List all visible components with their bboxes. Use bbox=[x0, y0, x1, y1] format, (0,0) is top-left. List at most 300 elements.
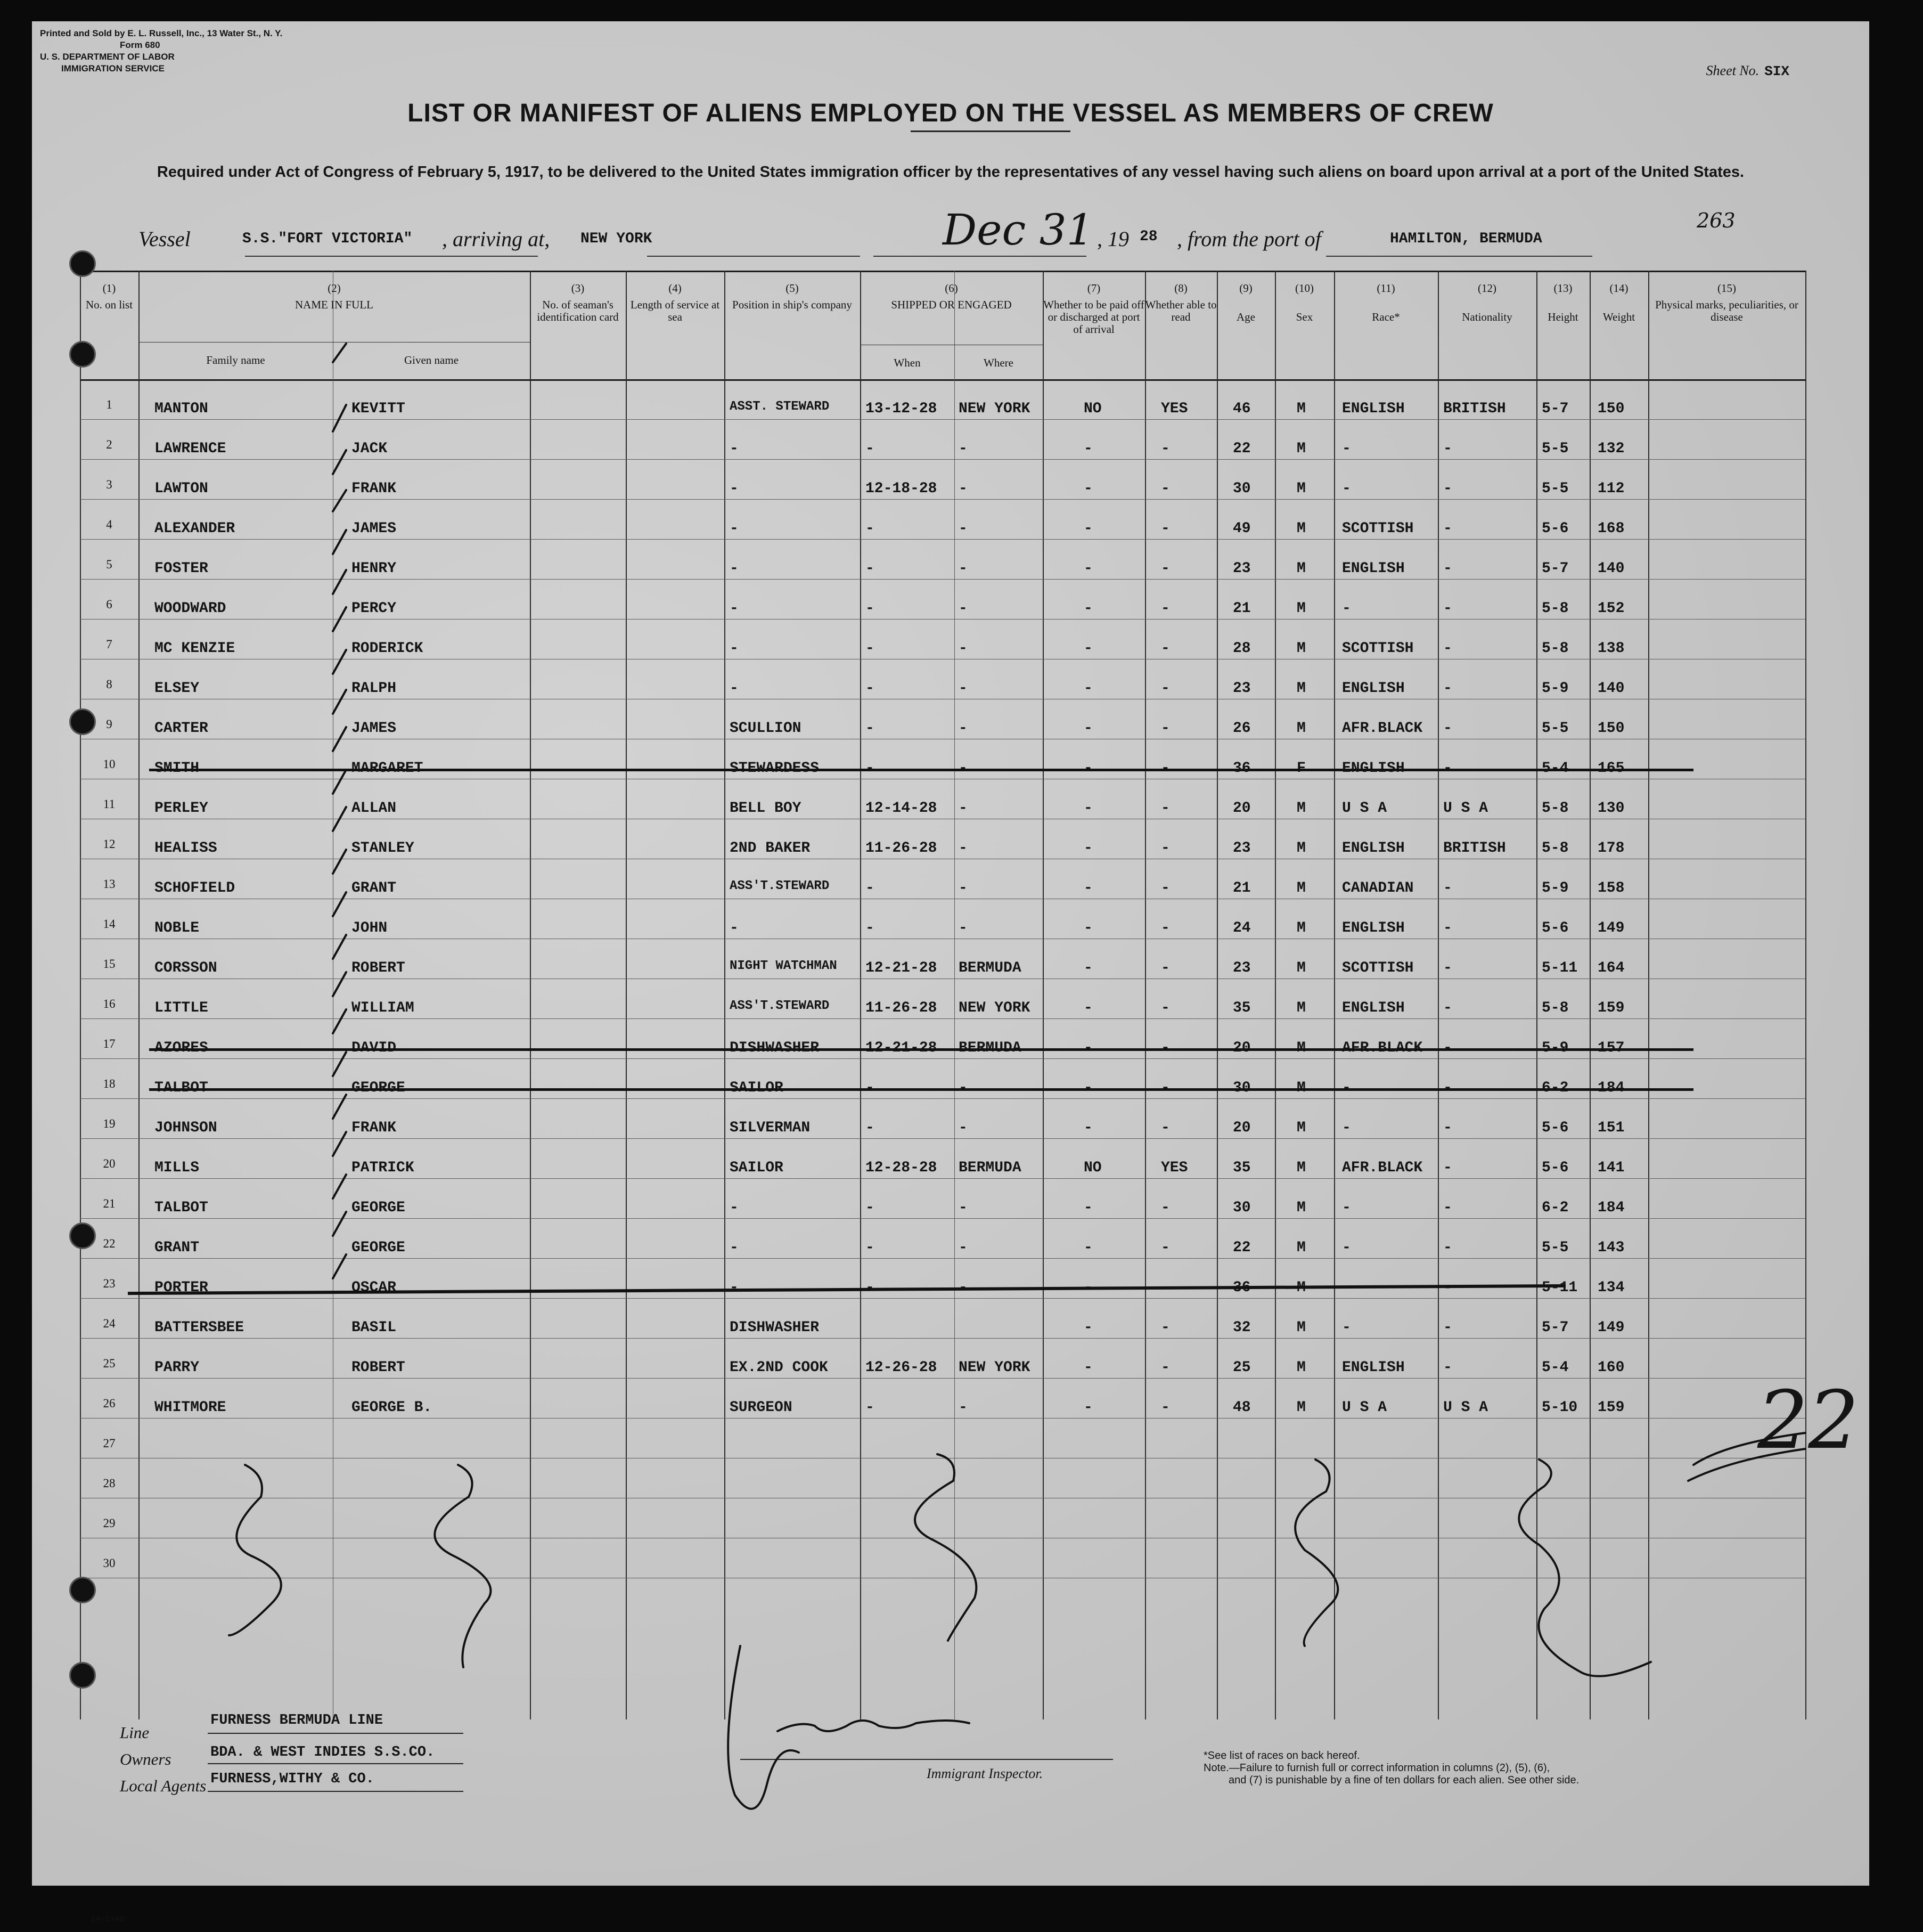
cell-family-name: AZORES bbox=[154, 1040, 208, 1056]
cell-nationality: U S A bbox=[1443, 800, 1488, 817]
cell-position: SILVERMAN bbox=[730, 1120, 811, 1136]
cell-given-name: FRANK bbox=[351, 480, 397, 497]
row-number: 27 bbox=[103, 1437, 116, 1450]
cell-age: 20 bbox=[1233, 800, 1251, 817]
cell-weight: 138 bbox=[1598, 640, 1625, 657]
cell-sex: M bbox=[1297, 1200, 1306, 1216]
cell-paid-off: - bbox=[1084, 1040, 1093, 1056]
header-given-name: Given name bbox=[404, 354, 459, 366]
cell-sex: M bbox=[1297, 680, 1306, 697]
row-number: 6 bbox=[106, 598, 112, 611]
cell-engaged-where: - bbox=[959, 520, 968, 537]
cancel-squiggle bbox=[1519, 1460, 1651, 1676]
arrival-date: Dec 31 bbox=[943, 205, 1094, 255]
cell-paid-off: - bbox=[1084, 1279, 1093, 1296]
cell-engaged-where: - bbox=[959, 600, 968, 617]
cell-engaged-where: - bbox=[959, 1200, 968, 1216]
cell-able-to-read: - bbox=[1161, 1279, 1170, 1296]
cell-sex: M bbox=[1297, 1399, 1306, 1416]
cell-race: U S A bbox=[1342, 800, 1387, 817]
cell-able-to-read: - bbox=[1161, 680, 1170, 697]
cell-race: - bbox=[1342, 441, 1351, 457]
cell-paid-off: - bbox=[1084, 480, 1093, 497]
cell-weight: 141 bbox=[1598, 1160, 1625, 1176]
cell-height: 5-7 bbox=[1542, 1319, 1569, 1336]
header-id-card: (3) No. of seaman's identification card bbox=[537, 282, 619, 323]
row-number: 29 bbox=[103, 1517, 116, 1530]
cell-family-name: WOODWARD bbox=[154, 600, 226, 617]
cell-able-to-read: - bbox=[1161, 520, 1170, 537]
page-number: 263 bbox=[1697, 209, 1736, 232]
cell-weight: 184 bbox=[1598, 1080, 1625, 1096]
cell-height: 5-4 bbox=[1542, 1359, 1569, 1376]
cell-age: 22 bbox=[1233, 1240, 1251, 1256]
row-number: 10 bbox=[103, 757, 116, 771]
cell-paid-off: - bbox=[1084, 560, 1093, 577]
row-number: 24 bbox=[103, 1317, 116, 1330]
cell-position: - bbox=[730, 1240, 739, 1256]
cell-race: AFR.BLACK bbox=[1342, 720, 1423, 737]
cell-engaged-where: - bbox=[959, 640, 968, 657]
row-number: 23 bbox=[103, 1277, 116, 1290]
cell-given-name: JAMES bbox=[351, 720, 397, 737]
cell-height: 5-8 bbox=[1542, 600, 1569, 617]
cell-weight: 150 bbox=[1598, 401, 1625, 417]
cell-position: - bbox=[730, 680, 739, 697]
cell-weight: 159 bbox=[1598, 1000, 1625, 1016]
cell-height: 5-7 bbox=[1542, 560, 1569, 577]
header-height: (13) Height bbox=[1548, 282, 1578, 323]
row-number: 20 bbox=[103, 1157, 116, 1170]
cell-engaged-when: - bbox=[865, 1080, 874, 1096]
cell-position: - bbox=[730, 1200, 739, 1216]
cell-engaged-when: - bbox=[865, 1240, 874, 1256]
cell-engaged-when: - bbox=[865, 1399, 874, 1416]
cancel-squiggle bbox=[915, 1454, 976, 1641]
cell-able-to-read: - bbox=[1161, 640, 1170, 657]
cell-race: ENGLISH bbox=[1342, 840, 1405, 857]
cell-height: 5-10 bbox=[1542, 1399, 1578, 1416]
cell-position: - bbox=[730, 520, 739, 537]
cell-able-to-read: - bbox=[1161, 840, 1170, 857]
row-number: 1 bbox=[106, 398, 112, 411]
cell-able-to-read: - bbox=[1161, 1080, 1170, 1096]
row-number: 22 bbox=[103, 1237, 116, 1250]
row-number: 28 bbox=[103, 1477, 116, 1490]
cell-engaged-where: - bbox=[959, 800, 968, 817]
cell-weight: 152 bbox=[1598, 600, 1625, 617]
cell-paid-off: - bbox=[1084, 800, 1093, 817]
cell-engaged-when: 11-26-28 bbox=[865, 1000, 937, 1016]
cell-engaged-where: - bbox=[959, 840, 968, 857]
cell-able-to-read: - bbox=[1161, 441, 1170, 457]
cell-given-name: FRANK bbox=[351, 1120, 397, 1136]
row-number: 15 bbox=[103, 957, 116, 971]
cell-nationality: - bbox=[1443, 640, 1452, 657]
cell-position: DISHWASHER bbox=[730, 1319, 820, 1336]
cell-position: BELL BOY bbox=[730, 800, 801, 817]
cell-paid-off: - bbox=[1084, 1319, 1093, 1336]
cell-able-to-read: - bbox=[1161, 800, 1170, 817]
cell-paid-off: - bbox=[1084, 600, 1093, 617]
cell-paid-off: - bbox=[1084, 920, 1093, 936]
cell-engaged-where: NEW YORK bbox=[959, 1000, 1030, 1016]
cell-nationality: BRITISH bbox=[1443, 840, 1506, 857]
cell-given-name: JAMES bbox=[351, 520, 397, 537]
cell-sex: M bbox=[1297, 1040, 1306, 1056]
cell-height: 5-5 bbox=[1542, 480, 1569, 497]
header-weight: (14) Weight bbox=[1602, 282, 1635, 323]
cell-engaged-where: NEW YORK bbox=[959, 401, 1030, 417]
cell-engaged-where: - bbox=[959, 1120, 968, 1136]
cell-height: 5-11 bbox=[1542, 960, 1578, 976]
cell-position: SURGEON bbox=[730, 1399, 792, 1416]
cell-nationality: - bbox=[1443, 880, 1452, 896]
cell-height: 5-5 bbox=[1542, 441, 1569, 457]
cell-family-name: CARTER bbox=[154, 720, 208, 737]
cell-able-to-read: - bbox=[1161, 1359, 1170, 1376]
cell-engaged-where: - bbox=[959, 1240, 968, 1256]
cell-age: 36 bbox=[1233, 760, 1251, 777]
cell-sex: M bbox=[1297, 600, 1306, 617]
cell-family-name: BATTERSBEE bbox=[154, 1319, 244, 1336]
cell-able-to-read: - bbox=[1161, 880, 1170, 896]
cell-given-name: JOHN bbox=[351, 920, 388, 936]
cell-able-to-read: - bbox=[1161, 760, 1170, 777]
cell-race: ENGLISH bbox=[1342, 401, 1405, 417]
cell-height: 5-4 bbox=[1542, 760, 1569, 777]
header-able-to-read: (8) Whether able to read bbox=[1145, 282, 1217, 323]
cell-engaged-where: - bbox=[959, 920, 968, 936]
cell-given-name: GRANT bbox=[351, 880, 397, 896]
header-when: When bbox=[894, 356, 921, 369]
cell-family-name: MILLS bbox=[154, 1160, 200, 1176]
row-number: 16 bbox=[103, 997, 116, 1010]
cell-height: 5-6 bbox=[1542, 520, 1569, 537]
cell-weight: 159 bbox=[1598, 1399, 1625, 1416]
cell-family-name: PERLEY bbox=[154, 800, 208, 817]
cell-nationality: - bbox=[1443, 600, 1452, 617]
cell-engaged-when: - bbox=[865, 720, 874, 737]
cell-paid-off: NO bbox=[1084, 1160, 1102, 1176]
cell-age: 23 bbox=[1233, 840, 1251, 857]
footer-owners-label: Owners bbox=[120, 1750, 171, 1768]
cell-engaged-where: - bbox=[959, 720, 968, 737]
cell-sex: M bbox=[1297, 960, 1306, 976]
cell-nationality: - bbox=[1443, 441, 1452, 457]
cell-race: U S A bbox=[1342, 1399, 1387, 1416]
header-race: (11) Race* bbox=[1372, 282, 1400, 323]
cell-position: EX.2ND COOK bbox=[730, 1359, 828, 1376]
cell-given-name: ALLAN bbox=[351, 800, 397, 817]
header-shipped-engaged: (6) SHIPPED OR ENGAGED bbox=[891, 282, 1012, 311]
cell-race: CANADIAN bbox=[1342, 880, 1414, 896]
cell-paid-off: - bbox=[1084, 1080, 1093, 1096]
cell-nationality: - bbox=[1443, 1000, 1452, 1016]
cell-given-name: KEVITT bbox=[351, 401, 405, 417]
cell-sex: M bbox=[1297, 840, 1306, 857]
cell-family-name: SCHOFIELD bbox=[154, 880, 235, 896]
cell-engaged-where: NEW YORK bbox=[959, 1359, 1030, 1376]
cell-nationality: - bbox=[1443, 1200, 1452, 1216]
cell-able-to-read: - bbox=[1161, 1399, 1170, 1416]
cell-engaged-when: 11-26-28 bbox=[865, 840, 937, 857]
cell-able-to-read: - bbox=[1161, 720, 1170, 737]
page-title: LIST OR MANIFEST OF ALIENS EMPLOYED ON THE VESSEL AS MEMBERS OF CREW bbox=[407, 99, 1494, 127]
cell-able-to-read: - bbox=[1161, 1120, 1170, 1136]
cell-able-to-read: - bbox=[1161, 1040, 1170, 1056]
cell-family-name: JOHNSON bbox=[154, 1120, 217, 1136]
footer-note-fine-1: Note.—Failure to furnish full or correct information in columns (2), (5), (6), bbox=[1204, 1762, 1550, 1774]
cell-given-name: JACK bbox=[351, 441, 388, 457]
cell-nationality: - bbox=[1443, 1279, 1452, 1296]
cell-engaged-where: BERMUDA bbox=[959, 1040, 1021, 1056]
cell-race: SCOTTISH bbox=[1342, 640, 1414, 657]
cell-height: 5-8 bbox=[1542, 1000, 1569, 1016]
cell-height: 5-9 bbox=[1542, 680, 1569, 697]
cell-nationality: BRITISH bbox=[1443, 401, 1506, 417]
cell-paid-off: - bbox=[1084, 1200, 1093, 1216]
cell-position: SAILOR bbox=[730, 1080, 783, 1096]
footer-note-races: *See list of races on back hereof. bbox=[1204, 1750, 1360, 1762]
header-family-name: Family name bbox=[206, 354, 265, 366]
row-number: 4 bbox=[106, 518, 112, 531]
cell-family-name: WHITMORE bbox=[154, 1399, 226, 1416]
form-stamp: 14—1340 bbox=[91, 1915, 125, 1924]
cell-position: ASS'T.STEWARD bbox=[730, 879, 830, 893]
cancel-squiggle bbox=[229, 1465, 281, 1635]
inspector-signature bbox=[778, 1721, 969, 1731]
cell-nationality: - bbox=[1443, 760, 1452, 777]
cell-given-name: OSCAR bbox=[351, 1279, 397, 1296]
row-number: 3 bbox=[106, 478, 112, 491]
cell-paid-off: - bbox=[1084, 960, 1093, 976]
sheet-number: Sheet No. SIX bbox=[1706, 63, 1789, 79]
cell-able-to-read: - bbox=[1161, 1000, 1170, 1016]
cell-height: 5-9 bbox=[1542, 880, 1569, 896]
cell-family-name: LITTLE bbox=[154, 1000, 208, 1016]
cell-paid-off: - bbox=[1084, 441, 1093, 457]
cell-age: 23 bbox=[1233, 680, 1251, 697]
header-where: Where bbox=[984, 356, 1013, 369]
cell-sex: M bbox=[1297, 1319, 1306, 1336]
cell-weight: 151 bbox=[1598, 1120, 1625, 1136]
cell-age: 30 bbox=[1233, 1200, 1251, 1216]
cell-paid-off: - bbox=[1084, 680, 1093, 697]
cell-weight: 140 bbox=[1598, 560, 1625, 577]
header-sex: (10) Sex bbox=[1295, 282, 1314, 323]
cell-family-name: ELSEY bbox=[154, 680, 200, 697]
cell-age: 35 bbox=[1233, 1000, 1251, 1016]
cell-engaged-where: BERMUDA bbox=[959, 960, 1021, 976]
cell-engaged-when: 13-12-28 bbox=[865, 401, 937, 417]
cell-nationality: - bbox=[1443, 480, 1452, 497]
cell-able-to-read: - bbox=[1161, 600, 1170, 617]
tally-underline bbox=[1688, 1449, 1805, 1481]
cell-height: 5-11 bbox=[1542, 1279, 1578, 1296]
cell-age: 24 bbox=[1233, 920, 1251, 936]
cell-given-name: MARGARET bbox=[351, 760, 423, 777]
cell-sex: M bbox=[1297, 401, 1306, 417]
cell-nationality: - bbox=[1443, 1120, 1452, 1136]
cell-position: - bbox=[730, 441, 739, 457]
arriving-label: , arriving at, bbox=[442, 227, 550, 251]
cell-family-name: MANTON bbox=[154, 401, 208, 417]
cell-position: - bbox=[730, 480, 739, 497]
cell-age: 26 bbox=[1233, 720, 1251, 737]
row-number: 8 bbox=[106, 678, 112, 691]
cell-race: - bbox=[1342, 1279, 1351, 1296]
cell-engaged-when: 12-14-28 bbox=[865, 800, 937, 817]
cancel-squiggle bbox=[435, 1465, 490, 1667]
footer-agents-value: FURNESS,WITHY & CO. bbox=[210, 1771, 374, 1787]
cell-engaged-where: - bbox=[959, 1399, 968, 1416]
cell-engaged-when: 12-21-28 bbox=[865, 960, 937, 976]
cell-position: NIGHT WATCHMAN bbox=[730, 959, 837, 973]
cell-position: SAILOR bbox=[730, 1160, 783, 1176]
cell-race: - bbox=[1342, 1120, 1351, 1136]
cell-paid-off: - bbox=[1084, 1399, 1093, 1416]
from-label: , from the port of bbox=[1177, 227, 1321, 251]
cell-age: 35 bbox=[1233, 1160, 1251, 1176]
cell-race: ENGLISH bbox=[1342, 680, 1405, 697]
cell-engaged-where: - bbox=[959, 760, 968, 777]
header-age: (9) Age bbox=[1237, 282, 1255, 323]
cell-position: STEWARDESS bbox=[730, 760, 820, 777]
header-nationality: (12) Nationality bbox=[1462, 282, 1512, 323]
cell-sex: M bbox=[1297, 1160, 1306, 1176]
cell-engaged-where: BERMUDA bbox=[959, 1160, 1021, 1176]
cell-nationality: - bbox=[1443, 720, 1452, 737]
cell-age: 32 bbox=[1233, 1319, 1251, 1336]
footer-line-value: FURNESS BERMUDA LINE bbox=[210, 1713, 383, 1729]
cell-weight: 164 bbox=[1598, 960, 1625, 976]
cell-paid-off: - bbox=[1084, 1359, 1093, 1376]
cell-engaged-when: - bbox=[865, 441, 874, 457]
cell-given-name: DAVID bbox=[351, 1040, 397, 1056]
cell-age: 21 bbox=[1233, 600, 1251, 617]
row-number: 12 bbox=[103, 837, 116, 851]
cell-sex: M bbox=[1297, 441, 1306, 457]
cell-age: 21 bbox=[1233, 880, 1251, 896]
cell-weight: 157 bbox=[1598, 1040, 1625, 1056]
cell-given-name: GEORGE B. bbox=[351, 1399, 432, 1416]
cell-race: - bbox=[1342, 480, 1351, 497]
cell-sex: M bbox=[1297, 720, 1306, 737]
cell-race: ENGLISH bbox=[1342, 920, 1405, 936]
cell-nationality: - bbox=[1443, 1319, 1452, 1336]
row-number: 17 bbox=[103, 1037, 116, 1050]
cell-engaged-when: - bbox=[865, 880, 874, 896]
cell-given-name: ROBERT bbox=[351, 1359, 405, 1376]
cell-family-name: MC KENZIE bbox=[154, 640, 235, 657]
cell-engaged-when: 12-26-28 bbox=[865, 1359, 937, 1376]
cell-able-to-read: - bbox=[1161, 1200, 1170, 1216]
cell-family-name: TALBOT bbox=[154, 1200, 208, 1216]
cell-engaged-where: - bbox=[959, 1279, 968, 1296]
cell-engaged-when: 12-21-28 bbox=[865, 1040, 937, 1056]
cell-family-name: GRANT bbox=[154, 1240, 200, 1256]
cell-weight: 160 bbox=[1598, 1359, 1625, 1376]
cell-family-name: SMITH bbox=[154, 760, 200, 777]
cell-paid-off: - bbox=[1084, 840, 1093, 857]
cell-nationality: - bbox=[1443, 1359, 1452, 1376]
row-number: 14 bbox=[103, 917, 116, 931]
printer-imprint: Printed and Sold by E. L. Russell, Inc., 13 Water St., N. Y. Form 680 U. S. DEPARTMENT OF LABOR IMMIGRATION SERVICE bbox=[40, 28, 283, 74]
cell-height: 6-2 bbox=[1542, 1080, 1569, 1096]
cell-race: SCOTTISH bbox=[1342, 520, 1414, 537]
cell-paid-off: - bbox=[1084, 760, 1093, 777]
cell-nationality: - bbox=[1443, 920, 1452, 936]
vessel-label: Vessel bbox=[138, 227, 191, 251]
cell-paid-off: - bbox=[1084, 520, 1093, 537]
cell-race: ENGLISH bbox=[1342, 1000, 1405, 1016]
cell-engaged-when: - bbox=[865, 600, 874, 617]
arrival-year: 28 bbox=[1140, 229, 1158, 245]
cell-sex: M bbox=[1297, 640, 1306, 657]
cell-height: 6-2 bbox=[1542, 1200, 1569, 1216]
cell-family-name: LAWRENCE bbox=[154, 441, 226, 457]
cell-engaged-where: - bbox=[959, 560, 968, 577]
cell-age: 46 bbox=[1233, 401, 1251, 417]
cell-family-name: HEALISS bbox=[154, 840, 217, 857]
cell-weight: 112 bbox=[1598, 480, 1625, 497]
cell-age: 30 bbox=[1233, 1080, 1251, 1096]
cell-able-to-read: YES bbox=[1161, 1160, 1188, 1176]
cell-race: ENGLISH bbox=[1342, 760, 1405, 777]
cell-nationality: U S A bbox=[1443, 1399, 1488, 1416]
cell-engaged-where: - bbox=[959, 880, 968, 896]
cell-race: AFR.BLACK bbox=[1342, 1040, 1423, 1056]
cell-paid-off: - bbox=[1084, 1000, 1093, 1016]
handwritten-marks bbox=[32, 21, 1869, 1886]
cell-weight: 134 bbox=[1598, 1279, 1625, 1296]
cell-engaged-when: 12-28-28 bbox=[865, 1160, 937, 1176]
manifest-page bbox=[32, 21, 1869, 1924]
cell-weight: 158 bbox=[1598, 880, 1625, 896]
handwritten-tally: 22 bbox=[1757, 1374, 1859, 1467]
cell-race: - bbox=[1342, 600, 1351, 617]
cell-position: 2ND BAKER bbox=[730, 840, 811, 857]
cell-weight: 140 bbox=[1598, 680, 1625, 697]
cell-given-name: RODERICK bbox=[351, 640, 423, 657]
cell-given-name: PERCY bbox=[351, 600, 397, 617]
cell-position: - bbox=[730, 640, 739, 657]
cell-age: 36 bbox=[1233, 1279, 1251, 1296]
cell-family-name: ALEXANDER bbox=[154, 520, 235, 537]
cell-position: SCULLION bbox=[730, 720, 801, 737]
cell-position: ASS'T.STEWARD bbox=[730, 999, 830, 1013]
cell-position: - bbox=[730, 560, 739, 577]
cell-weight: 130 bbox=[1598, 800, 1625, 817]
cell-family-name: TALBOT bbox=[154, 1080, 208, 1096]
cancel-squiggle bbox=[1295, 1460, 1338, 1646]
cell-weight: 178 bbox=[1598, 840, 1625, 857]
cell-position: - bbox=[730, 920, 739, 936]
cell-engaged-when: - bbox=[865, 920, 874, 936]
cell-age: 23 bbox=[1233, 560, 1251, 577]
cell-engaged-when: - bbox=[865, 640, 874, 657]
cell-nationality: - bbox=[1443, 1040, 1452, 1056]
cell-nationality: - bbox=[1443, 1160, 1452, 1176]
cell-sex: M bbox=[1297, 920, 1306, 936]
cell-given-name: GEORGE bbox=[351, 1200, 405, 1216]
row-number: 13 bbox=[103, 877, 116, 891]
cell-sex: M bbox=[1297, 880, 1306, 896]
cell-age: 49 bbox=[1233, 520, 1251, 537]
cell-family-name: PARRY bbox=[154, 1359, 200, 1376]
cell-height: 5-7 bbox=[1542, 401, 1569, 417]
